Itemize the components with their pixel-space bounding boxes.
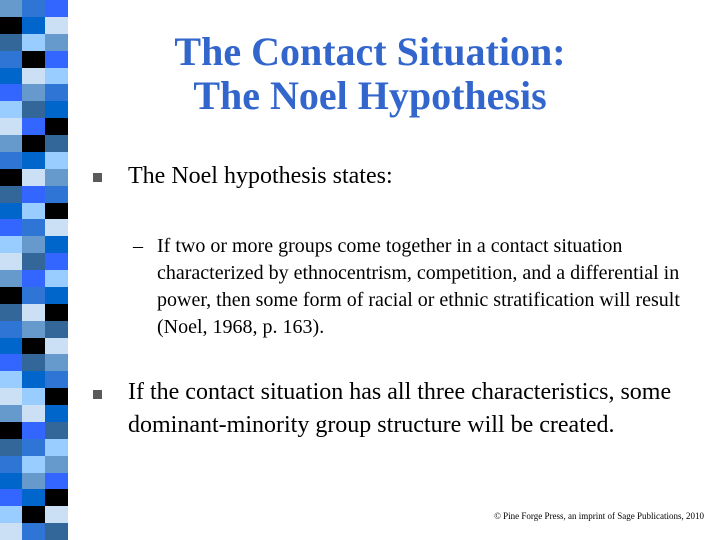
square-bullet-icon: [93, 173, 102, 182]
stripe-block: [22, 169, 45, 186]
stripe-block: [45, 371, 68, 388]
stripe-block: [45, 422, 68, 439]
stripe-block: [0, 354, 22, 371]
stripe-block: [0, 51, 22, 68]
stripe-block: [22, 304, 45, 321]
stripe-block: [0, 405, 22, 422]
stripe-block: [45, 118, 68, 135]
stripe-block: [45, 304, 68, 321]
stripe-block: [0, 439, 22, 456]
stripe-block: [45, 169, 68, 186]
stripe-block: [0, 219, 22, 236]
stripe-block: [22, 439, 45, 456]
stripe-block: [0, 456, 22, 473]
stripe-block: [22, 371, 45, 388]
stripe-block: [0, 304, 22, 321]
stripe-block: [0, 236, 22, 253]
stripe-block: [22, 152, 45, 169]
square-bullet-icon: [93, 390, 102, 399]
stripe-block: [45, 489, 68, 506]
stripe-block: [45, 186, 68, 203]
stripe-block: [45, 523, 68, 540]
dash-marker: –: [133, 235, 143, 257]
bullet-item-1: [128, 160, 393, 193]
stripe-block: [45, 219, 68, 236]
stripe-block: [45, 17, 68, 34]
stripe-block: [22, 338, 45, 355]
stripe-block: [22, 84, 45, 101]
stripe-block: [22, 51, 45, 68]
stripe-block: [22, 489, 45, 506]
bullet-text: If the contact situation has all three characteristics, some dominant-minority group structure will be created.: [128, 379, 672, 438]
bullet-item-2: [128, 376, 688, 442]
stripe-block: [0, 489, 22, 506]
stripe-block: [45, 321, 68, 338]
stripe-block: [22, 135, 45, 152]
stripe-block: [22, 203, 45, 220]
stripe-block: [45, 0, 68, 17]
stripe-block: [22, 354, 45, 371]
stripe-block: [22, 253, 45, 270]
stripe-block: [0, 135, 22, 152]
stripe-block: [45, 506, 68, 523]
stripe-block: [45, 101, 68, 118]
stripe-block: [0, 118, 22, 135]
stripe-block: [0, 473, 22, 490]
stripe-block: [0, 338, 22, 355]
stripe-block: [45, 388, 68, 405]
stripe-block: [0, 84, 22, 101]
stripe-block: [0, 287, 22, 304]
stripe-block: [22, 236, 45, 253]
stripe-block: [45, 84, 68, 101]
stripe-block: [45, 287, 68, 304]
copyright-footer: © Pine Forge Press, an imprint of Sage Publications, 2010: [494, 511, 704, 521]
stripe-block: [45, 405, 68, 422]
stripe-block: [45, 439, 68, 456]
stripe-block: [0, 523, 22, 540]
stripe-block: [22, 101, 45, 118]
sub-bullet-item: [133, 233, 693, 341]
stripe-block: [22, 219, 45, 236]
stripe-block: [0, 371, 22, 388]
bullet-text: The Noel hypothesis states:: [128, 163, 393, 189]
stripe-block: [22, 506, 45, 523]
stripe-block: [45, 152, 68, 169]
stripe-block: [45, 135, 68, 152]
stripe-block: [22, 388, 45, 405]
stripe-block: [22, 422, 45, 439]
stripe-block: [45, 354, 68, 371]
stripe-block: [22, 523, 45, 540]
stripe-block: [22, 270, 45, 287]
stripe-block: [0, 0, 22, 17]
stripe-block: [0, 321, 22, 338]
stripe-block: [22, 456, 45, 473]
stripe-block: [45, 68, 68, 85]
stripe-block: [0, 506, 22, 523]
sub-bullet-text: If two or more groups come together in a contact situation characterized by ethnocentrism, competition, and a differential in power, then some form of racial or ethnic stratification will result (Noel, 1968, p. 163).: [157, 235, 680, 338]
stripe-block: [0, 253, 22, 270]
stripe-block: [45, 338, 68, 355]
stripe-block: [45, 456, 68, 473]
stripe-block: [22, 118, 45, 135]
stripe-block: [45, 473, 68, 490]
stripe-block: [45, 34, 68, 51]
stripe-block: [22, 405, 45, 422]
stripe-block: [0, 186, 22, 203]
stripe-block: [22, 473, 45, 490]
stripe-block: [0, 169, 22, 186]
stripe-block: [0, 270, 22, 287]
stripe-block: [0, 203, 22, 220]
stripe-block: [22, 34, 45, 51]
stripe-block: [22, 186, 45, 203]
stripe-block: [45, 270, 68, 287]
stripe-block: [22, 287, 45, 304]
stripe-block: [0, 17, 22, 34]
stripe-block: [0, 152, 22, 169]
stripe-block: [0, 68, 22, 85]
stripe-block: [22, 321, 45, 338]
stripe-block: [0, 422, 22, 439]
stripe-block: [22, 0, 45, 17]
stripe-block: [0, 388, 22, 405]
slide-title: [100, 30, 640, 118]
title-line-2: The Noel Hypothesis: [193, 73, 547, 118]
title-line-1: The Contact Situation:: [174, 29, 566, 74]
stripe-block: [45, 51, 68, 68]
decorative-stripe: [0, 0, 68, 540]
stripe-block: [22, 17, 45, 34]
stripe-block: [45, 203, 68, 220]
stripe-block: [0, 101, 22, 118]
stripe-block: [45, 236, 68, 253]
stripe-block: [22, 68, 45, 85]
stripe-block: [45, 253, 68, 270]
stripe-block: [0, 34, 22, 51]
